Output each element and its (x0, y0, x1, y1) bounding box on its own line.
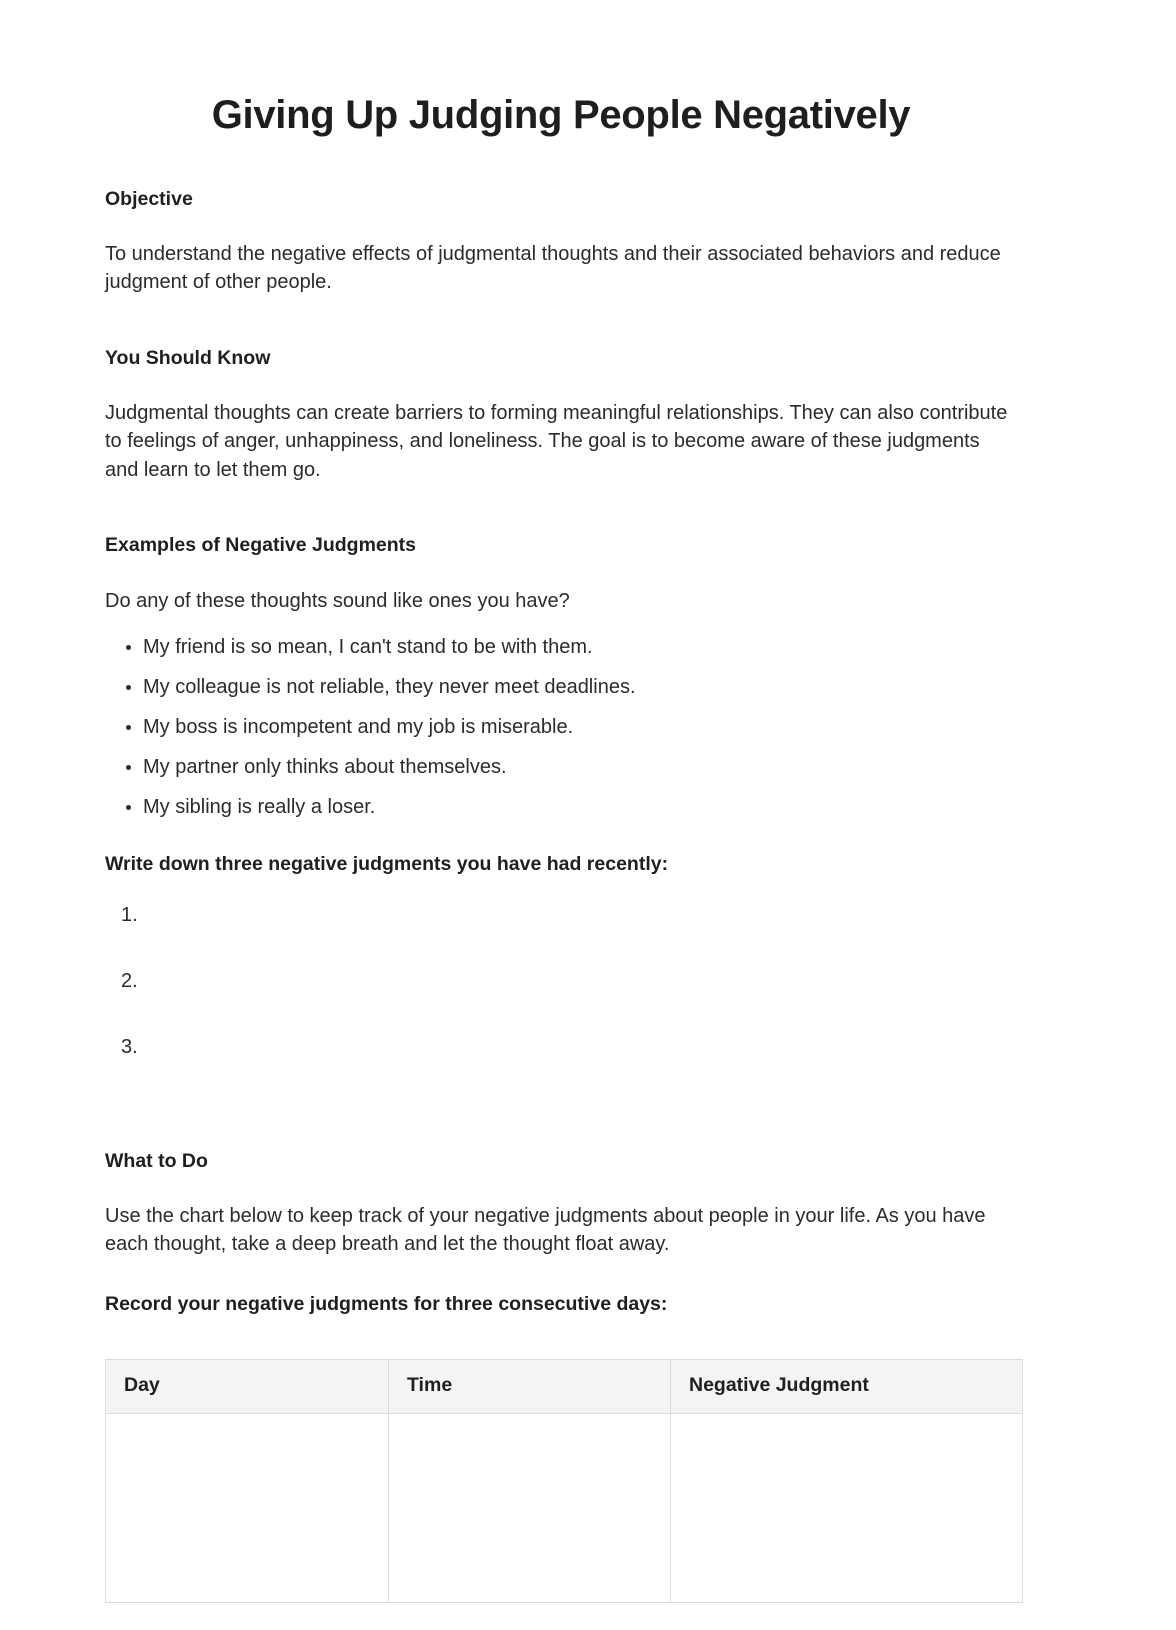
list-item-text: My friend is so mean, I can't stand to be with them. (143, 636, 593, 659)
write-down-entry-3[interactable] (105, 1033, 1017, 1099)
paragraph-objective: To understand the negative effects of judgmental thoughts and their associated behaviors and reduce judgment of other people. (105, 242, 1001, 294)
list-item (105, 793, 1017, 821)
list-item-text: My partner only thinks about themselves. (143, 756, 507, 779)
table-header-row (106, 1360, 1023, 1414)
table-row (106, 1414, 1023, 1603)
list-item (105, 673, 1017, 701)
write-down-entries (105, 878, 1017, 1099)
table-header (106, 1360, 1023, 1414)
heading-examples-of-negative-judgments: Examples of Negative Judgments (105, 534, 417, 557)
cell-negative-judgment[interactable] (671, 1414, 1023, 1603)
list-item (105, 753, 1017, 781)
column-header-time: Time (389, 1360, 671, 1414)
entry-number: 2. (121, 969, 138, 992)
list-item-text: My sibling is really a loser. (143, 796, 376, 819)
list-item-text: My boss is incompetent and my job is miserable. (143, 716, 574, 739)
column-header-day: Day (106, 1360, 389, 1414)
paragraph-you-should-know: Judgmental thoughts can create barriers to forming meaningful relationships. They can also contribute to feelings of anger, unhappiness, and loneliness. The goal is to become aware of these judgments and learn to let them go. (105, 401, 1008, 481)
heading-what-to-do: What to Do (105, 1149, 208, 1172)
heading-record-judgments: Record your negative judgments for three consecutive days: (105, 1292, 668, 1315)
heading-you-should-know: You Should Know (105, 346, 271, 369)
list-item (105, 633, 1017, 661)
record-table (105, 1359, 1023, 1603)
page-title: Giving Up Judging People Negatively (211, 93, 911, 137)
paragraph-examples-prompt: Do any of these thoughts sound like ones you have? (105, 589, 570, 612)
entry-number: 3. (121, 1035, 138, 1058)
list-item (105, 713, 1017, 741)
examples-list (105, 615, 1017, 821)
write-down-entry-1[interactable] (105, 901, 1017, 967)
entry-number: 1. (121, 903, 138, 926)
list-item-text: My colleague is not reliable, they never meet deadlines. (143, 676, 636, 699)
heading-write-down-three: Write down three negative judgments you have had recently: (105, 853, 669, 876)
table-body (106, 1414, 1023, 1603)
record-table-wrapper (105, 1317, 1017, 1603)
document-content (105, 0, 1017, 1603)
cell-time[interactable] (389, 1414, 671, 1603)
heading-objective: Objective (105, 188, 193, 211)
column-header-negative-judgment: Negative Judgment (671, 1360, 1023, 1414)
cell-day[interactable] (106, 1414, 389, 1603)
write-down-entry-2[interactable] (105, 967, 1017, 1033)
paragraph-what-to-do: Use the chart below to keep track of your negative judgments about people in your life. As you have each thought, take a deep breath and let the thought float away. (105, 1204, 986, 1256)
